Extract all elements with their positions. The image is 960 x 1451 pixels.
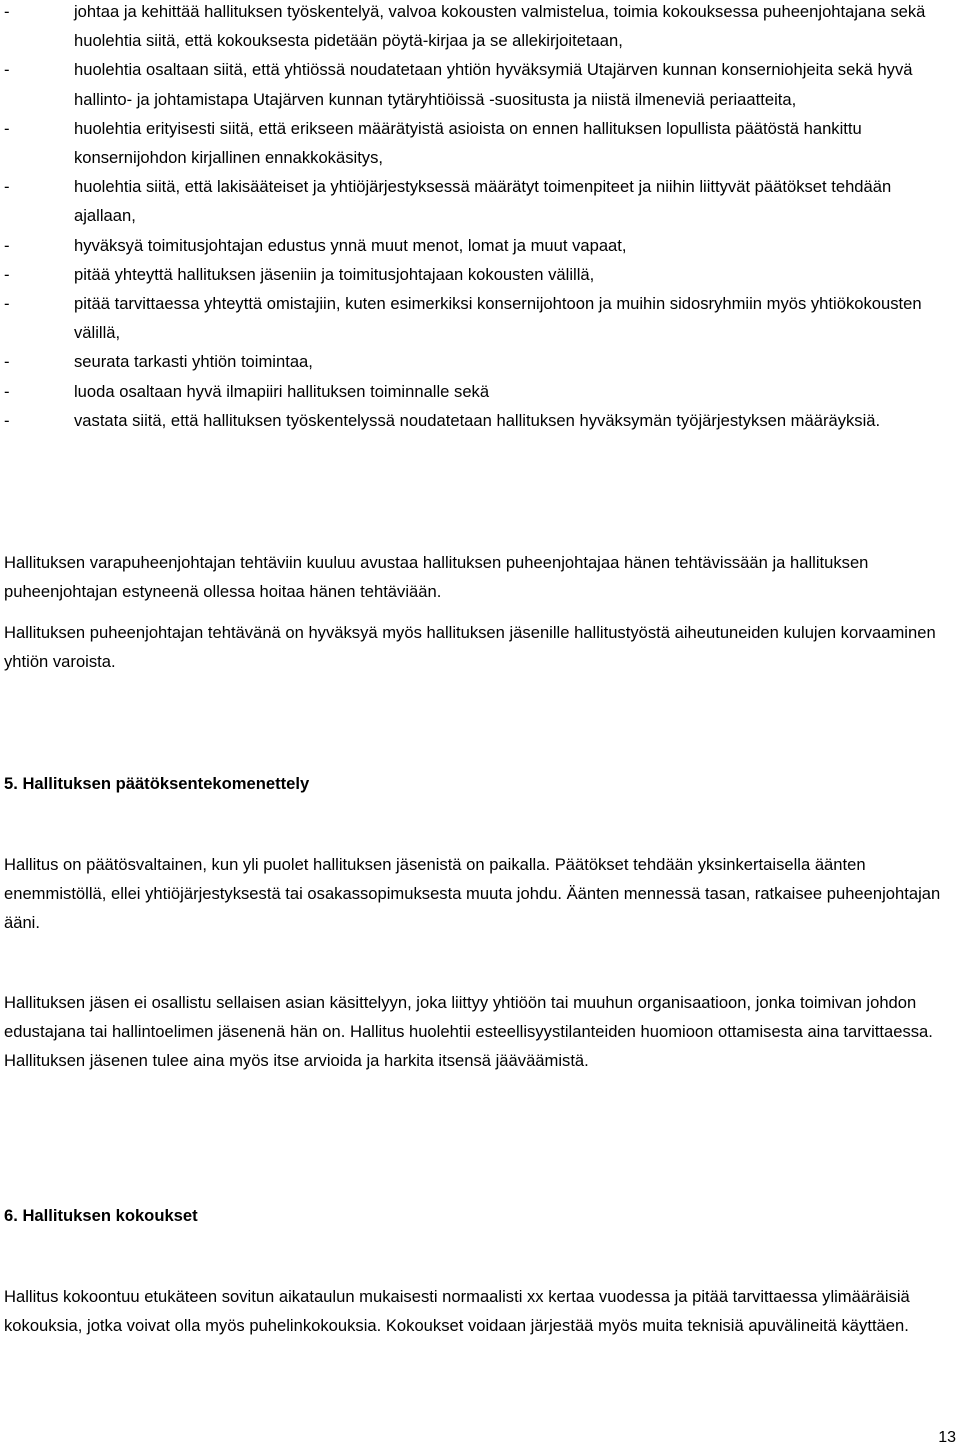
list-item-dash: - (4, 177, 10, 197)
list-item-dash: - (4, 118, 10, 138)
section-6-paragraph-1: Hallitus kokoontuu etukäteen sovitun aikataulun mukaisesti normaalisti xx kertaa vuodessa ja pitää tarvittaessa ylimääräisiä kokouksia, jotka voivat olla myös puhelinkokouksia. Kokoukset voidaan järjestää myös muita teknisiä apuvälineitä käyttäen. (4, 1287, 910, 1336)
list-item-text: vastata siitä, että hallituksen työskentelyssä noudatetaan hallituksen hyväksymän työjärjestyksen määräyksiä. (74, 410, 881, 430)
list-item (4, 231, 956, 260)
list-item (4, 172, 956, 230)
list-item-dash: - (4, 264, 10, 284)
paragraph-vice-chair: Hallituksen varapuheenjohtajan tehtäviin kuuluu avustaa hallituksen puheenjohtajaa hänen tehtävissään ja hallituksen puheenjohtajan estyneenä ollessa hoitaa hänen tehtäviään. (4, 553, 869, 602)
section-5-paragraph-1: Hallitus on päätösvaltainen, kun yli puolet hallituksen jäsenistä on paikalla. Päätökset tehdään yksinkertaisella äänten enemmistöllä, ellei yhtiöjärjestyksestä tai osakassopimuksesta muuta johdu. Äänten mennessä tasan, ratkaisee puheenjohtajan ääni. (4, 855, 941, 933)
list-item-text: johtaa ja kehittää hallituksen työskentelyä, valvoa kokousten valmistelua, toimia kokouksessa puheenjohtajana sekä huolehtia siitä, että kokouksesta pidetään pöytä-kirjaa ja se allekirjoitetaan, (74, 2, 926, 51)
list-item-text: pitää tarvittaessa yhteyttä omistajiin, kuten esimerkiksi konsernijohtoon ja muihin sidosryhmiin myös yhtiökokousten välillä, (74, 294, 922, 343)
list-item-text: luoda osaltaan hyvä ilmapiiri hallituksen toiminnalle sekä (74, 381, 490, 401)
list-item-dash: - (4, 294, 10, 314)
list-item-text: huolehtia osaltaan siitä, että yhtiössä noudatetaan yhtiön hyväksymiä Utajärven kunnan konserniohjeita sekä hyvä hallinto- ja johtamistapa Utajärven kunnan tytäryhtiöissä -suositusta ja niistä ilmeneviä periaatteita, (74, 60, 913, 109)
list-item-dash: - (4, 381, 10, 401)
list-item-text: huolehtia siitä, että lakisääteiset ja yhtiöjärjestyksessä määrätyt toimenpiteet ja niihin liittyvät päätökset tehdään ajallaan, (74, 177, 892, 226)
section-5-paragraph-2: Hallituksen jäsen ei osallistu sellaisen asian käsittelyyn, joka liittyy yhtiöön tai muuhun organisaatioon, jonka toimivan johdon edustajana tai hallintoelimen jäsenenä hän on. Hallitus huolehtii esteellisyystilanteiden huomioon ottamisesta aina tarvittaessa. Hallituksen jäsenen tulee aina myös itse arvioida ja harkita itsensä jääväämistä. (4, 993, 933, 1071)
list-item-dash: - (4, 235, 10, 255)
page-number: 13 (938, 1429, 956, 1446)
chair-duties-list (4, 0, 956, 435)
list-item-dash: - (4, 60, 10, 80)
list-item-text: pitää yhteyttä hallituksen jäseniin ja toimitusjohtajaan kokousten välillä, (74, 264, 595, 284)
list-item (4, 55, 956, 113)
list-item-text: seurata tarkasti yhtiön toimintaa, (74, 352, 313, 372)
list-item-text: huolehtia erityisesti siitä, että erikseen määrätyistä asioista on ennen hallituksen lopullista päätöstä hankittu konsernijohdon kirjallinen ennakkokäsitys, (74, 118, 862, 168)
list-item (4, 0, 956, 55)
list-item (4, 406, 956, 435)
list-item (4, 347, 956, 376)
list-item (4, 114, 956, 172)
section-6-heading: 6. Hallituksen kokoukset (4, 1206, 198, 1225)
paragraph-chair-costs: Hallituksen puheenjohtajan tehtävänä on hyväksyä myös hallituksen jäsenille hallitustyöstä aiheutuneiden kulujen korvaaminen yhtiön varoista. (4, 623, 936, 672)
list-item (4, 289, 956, 347)
list-item-dash: - (4, 2, 10, 21)
section-5-heading: 5. Hallituksen päätöksentekomenettely (4, 774, 310, 793)
list-item-dash: - (4, 410, 10, 430)
list-item (4, 260, 956, 289)
list-item-text: hyväksyä toimitusjohtajan edustus ynnä muut menot, lomat ja muut vapaat, (74, 235, 627, 255)
list-item-dash: - (4, 352, 10, 372)
list-item (4, 377, 956, 406)
